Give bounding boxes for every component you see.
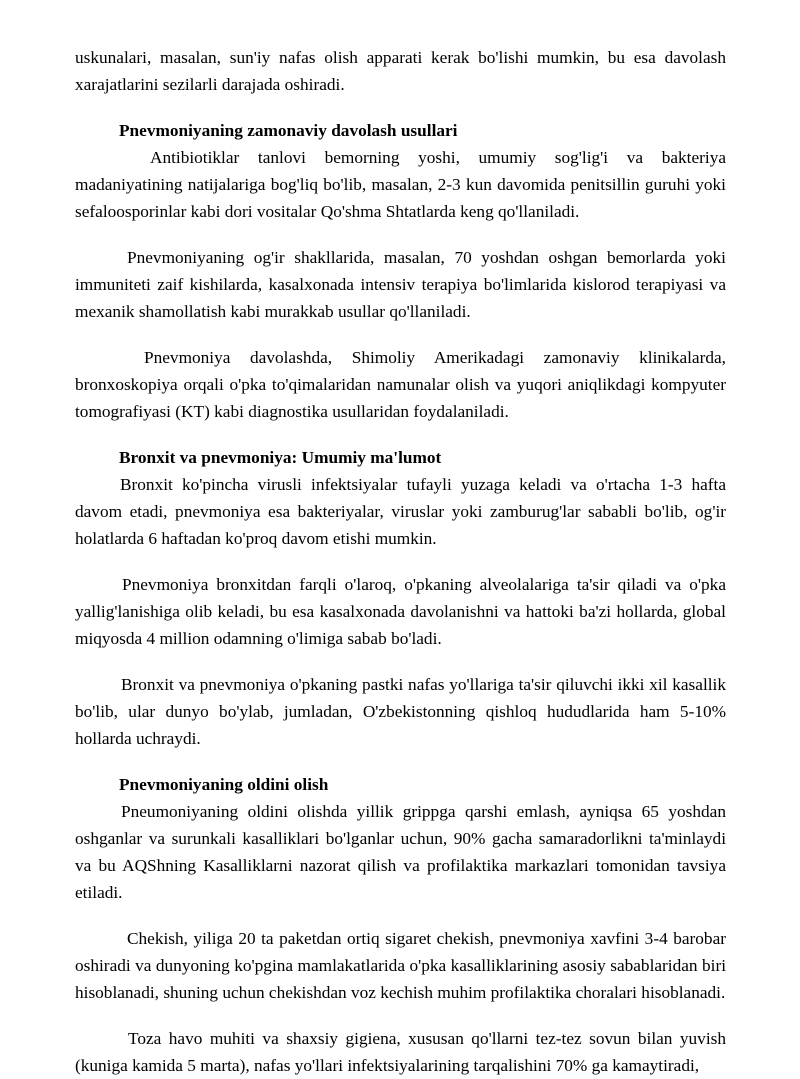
section-heading-treatment: Pnevmoniyaning zamonaviy davolash usullari: [119, 121, 458, 140]
spacer: [75, 652, 726, 671]
paragraph-hygiene: Toza havo muhiti va shaxsiy gigiena, xususan qo'llarni tez-tez sovun bilan yuvish (kuniga kamida 5 marta), nafas yo'llari infektsiyalarining tarqalishini 70% ga kamaytiradi,: [75, 1029, 726, 1075]
paragraph-vaccination: Pneumoniyaning oldini olishda yillik grippga qarshi emlash, ayniqsa 65 yoshdan oshganlar va surunkali kasalliklari bo'lganlar uchun, 90% gacha samaradorlikni ta'minlaydi va bu AQShning Kasalliklarni nazorat qilish va profilaktika markazlari tomonidan tavsiya etiladi.: [75, 802, 726, 902]
spacer: [75, 1006, 726, 1025]
spacer: [75, 425, 726, 444]
paragraph-continuation: uskunalari, masalan, sun'iy nafas olish apparati kerak bo'lishi mumkin, bu esa davolash xarajatlarini sezilarli darajada oshiradi.: [75, 48, 726, 94]
paragraph-bronchitis-duration: Bronxit ko'pincha virusli infektsiyalar tufayli yuzaga keladi va o'rtacha 1-3 hafta davom etadi, pnevmoniya esa bakteriyalar, viruslar yoki zamburug'lar sababli bo'lib, og'ir holatlarda 6 haftadan ko'proq davom etishi mumkin.: [75, 475, 726, 548]
paragraph-severe-forms: Pnevmoniyaning og'ir shakllarida, masalan, 70 yoshdan oshgan bemorlarda yoki immuniteti zaif kishilarda, kasalxonada intensiv terapiya bo'limlarida kislorod terapiyasi va mexanik shamollatish kabi murakkab usullar qo'llaniladi.: [75, 248, 726, 321]
spacer: [75, 552, 726, 571]
spacer: [75, 752, 726, 771]
section-heading-prevention: Pnevmoniyaning oldini olish: [119, 775, 329, 794]
spacer: [75, 325, 726, 344]
spacer: [75, 225, 726, 244]
paragraph-prevalence: Bronxit va pnevmoniya o'pkaning pastki nafas yo'llariga ta'sir qiluvchi ikki xil kasallik bo'lib, ular dunyo bo'ylab, jumladan, O'zbekistonning qishloq hududlarida ham 5-10% hollarda uchraydi.: [75, 675, 726, 748]
document-page: [75, 44, 726, 1079]
paragraph-smoking: Chekish, yiliga 20 ta paketdan ortiq sigaret chekish, pnevmoniya xavfini 3-4 barobar oshiradi va dunyoning ko'pgina mamlakatlarida o'pka kasalliklarining asosiy sabablaridan biri hisoblanadi, shuning uchun chekishdan voz kechish muhim profilaktika choralari hisoblanadi.: [75, 929, 726, 1002]
section-heading-overview: Bronxit va pnevmoniya: Umumiy ma'lumot: [119, 448, 442, 467]
paragraph-antibiotics: Antibiotiklar tanlovi bemorning yoshi, umumiy sog'lig'i va bakteriya madaniyatining natijalariga bog'liq bo'lib, masalan, 2-3 kun davomida penitsillin guruhi yoki sefaloosporinlar kabi dori vositalar Qo'shma Shtatlarda keng qo'llaniladi.: [75, 148, 726, 221]
spacer: [75, 98, 726, 117]
spacer: [75, 906, 726, 925]
paragraph-diagnostics: Pnevmoniya davolashda, Shimoliy Amerikadagi zamonaviy klinikalarda, bronxoskopiya orqali o'pka to'qimalaridan namunalar olish va yuqori aniqlikdagi kompyuter tomografiyasi (KT) kabi diagnostika usullaridan foydalaniladi.: [75, 348, 726, 421]
paragraph-alveoli: Pnevmoniya bronxitdan farqli o'laroq, o'pkaning alveolalariga ta'sir qiladi va o'pka yallig'lanishiga olib keladi, bu esa kasalxonada davolanishni va hattoki ba'zi hollarda, global miqyosda 4 million odamning o'limiga sabab bo'ladi.: [75, 575, 726, 648]
